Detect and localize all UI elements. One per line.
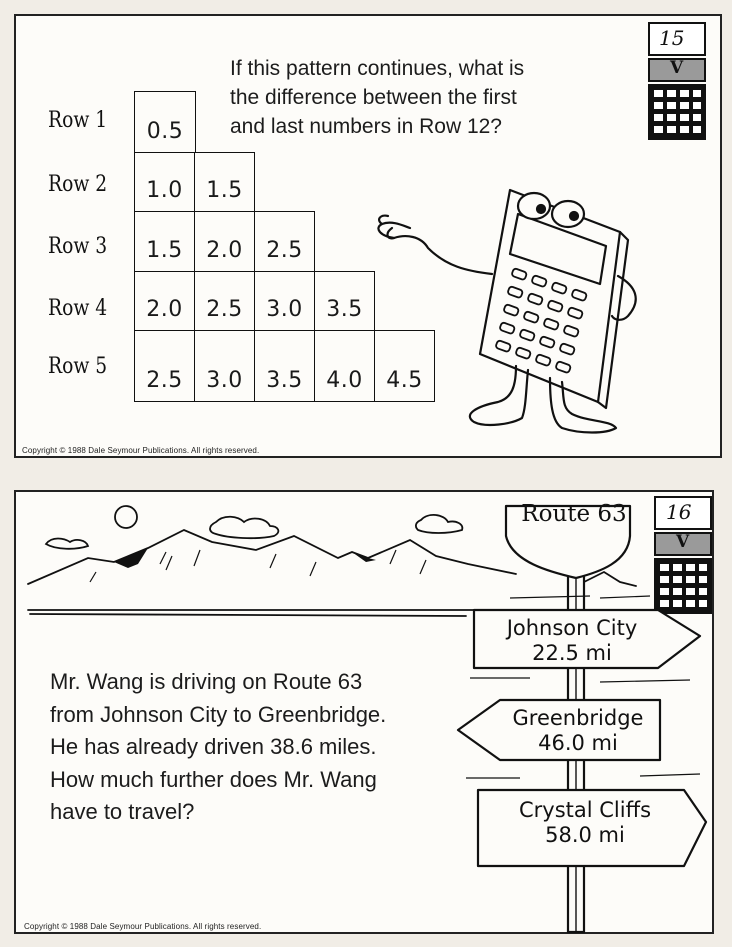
pattern-cell: 3.5 <box>254 330 315 402</box>
pattern-cell: 3.5 <box>314 271 375 331</box>
pattern-cell: 3.0 <box>254 271 315 331</box>
destination-distance: 46.0 mi <box>538 731 618 755</box>
pattern-cell: 2.0 <box>134 271 195 331</box>
pattern-cell: 2.0 <box>194 211 255 272</box>
question-line: If this pattern continues, what is <box>230 57 525 80</box>
destination-sign-johnson-city <box>476 616 668 666</box>
row-label: Row 3 <box>48 234 108 259</box>
pattern-cell: 0.5 <box>134 91 196 153</box>
question-line: Mr. Wang is driving on Route 63 <box>50 669 363 694</box>
pattern-cell: 1.5 <box>194 152 255 212</box>
question-line: have to travel? <box>50 799 195 824</box>
copyright-notice: Copyright © 1988 Dale Seymour Publications. All rights reserved. <box>22 446 260 455</box>
pattern-cell: 1.0 <box>134 152 195 212</box>
row-label: Row 5 <box>48 354 108 379</box>
problem-card-15 <box>14 14 722 458</box>
question-line: from Johnson City to Greenbridge. <box>50 701 387 727</box>
pattern-cell: 4.5 <box>374 330 435 402</box>
calculator-character-illustration <box>366 176 626 436</box>
problem-card-16 <box>14 490 714 934</box>
card-number: 15 <box>659 26 685 50</box>
question-line: How much further does Mr. Wang <box>50 766 377 792</box>
pattern-cell: 1.5 <box>134 211 195 272</box>
pattern-cell: 2.5 <box>254 211 315 272</box>
pattern-cell: 2.5 <box>194 271 255 331</box>
question-text <box>50 666 386 829</box>
route-sign-label: Route 63 <box>521 501 627 527</box>
question-line: and last numbers in Row 12? <box>230 115 502 138</box>
destination-distance: 22.5 mi <box>532 641 612 665</box>
question-text <box>230 54 524 141</box>
destination-distance: 58.0 mi <box>545 823 625 847</box>
card-number: 16 <box>666 500 692 524</box>
question-line: the difference between the first <box>230 86 517 109</box>
pattern-cell: 2.5 <box>134 330 195 402</box>
copyright-notice: Copyright © 1988 Dale Seymour Publications. All rights reserved. <box>24 922 262 931</box>
destination-name: Johnson City <box>506 616 638 640</box>
pattern-cell: 3.0 <box>194 330 255 402</box>
pattern-cell: 4.0 <box>314 330 375 402</box>
question-line: He has already driven 38.6 miles. <box>50 734 377 759</box>
card-number-badge <box>648 22 706 140</box>
row-label: Row 2 <box>48 172 108 197</box>
destination-name: Crystal Cliffs <box>518 798 652 822</box>
row-label: Row 1 <box>48 108 108 133</box>
calculator-keypad-icon <box>648 84 706 142</box>
level-letter: V <box>676 532 690 552</box>
row-label: Row 4 <box>48 296 108 321</box>
destination-sign-greenbridge <box>498 706 658 756</box>
destination-name: Greenbridge <box>512 706 644 730</box>
level-letter: V <box>670 58 684 78</box>
destination-sign-crystal-cliffs <box>480 798 690 848</box>
